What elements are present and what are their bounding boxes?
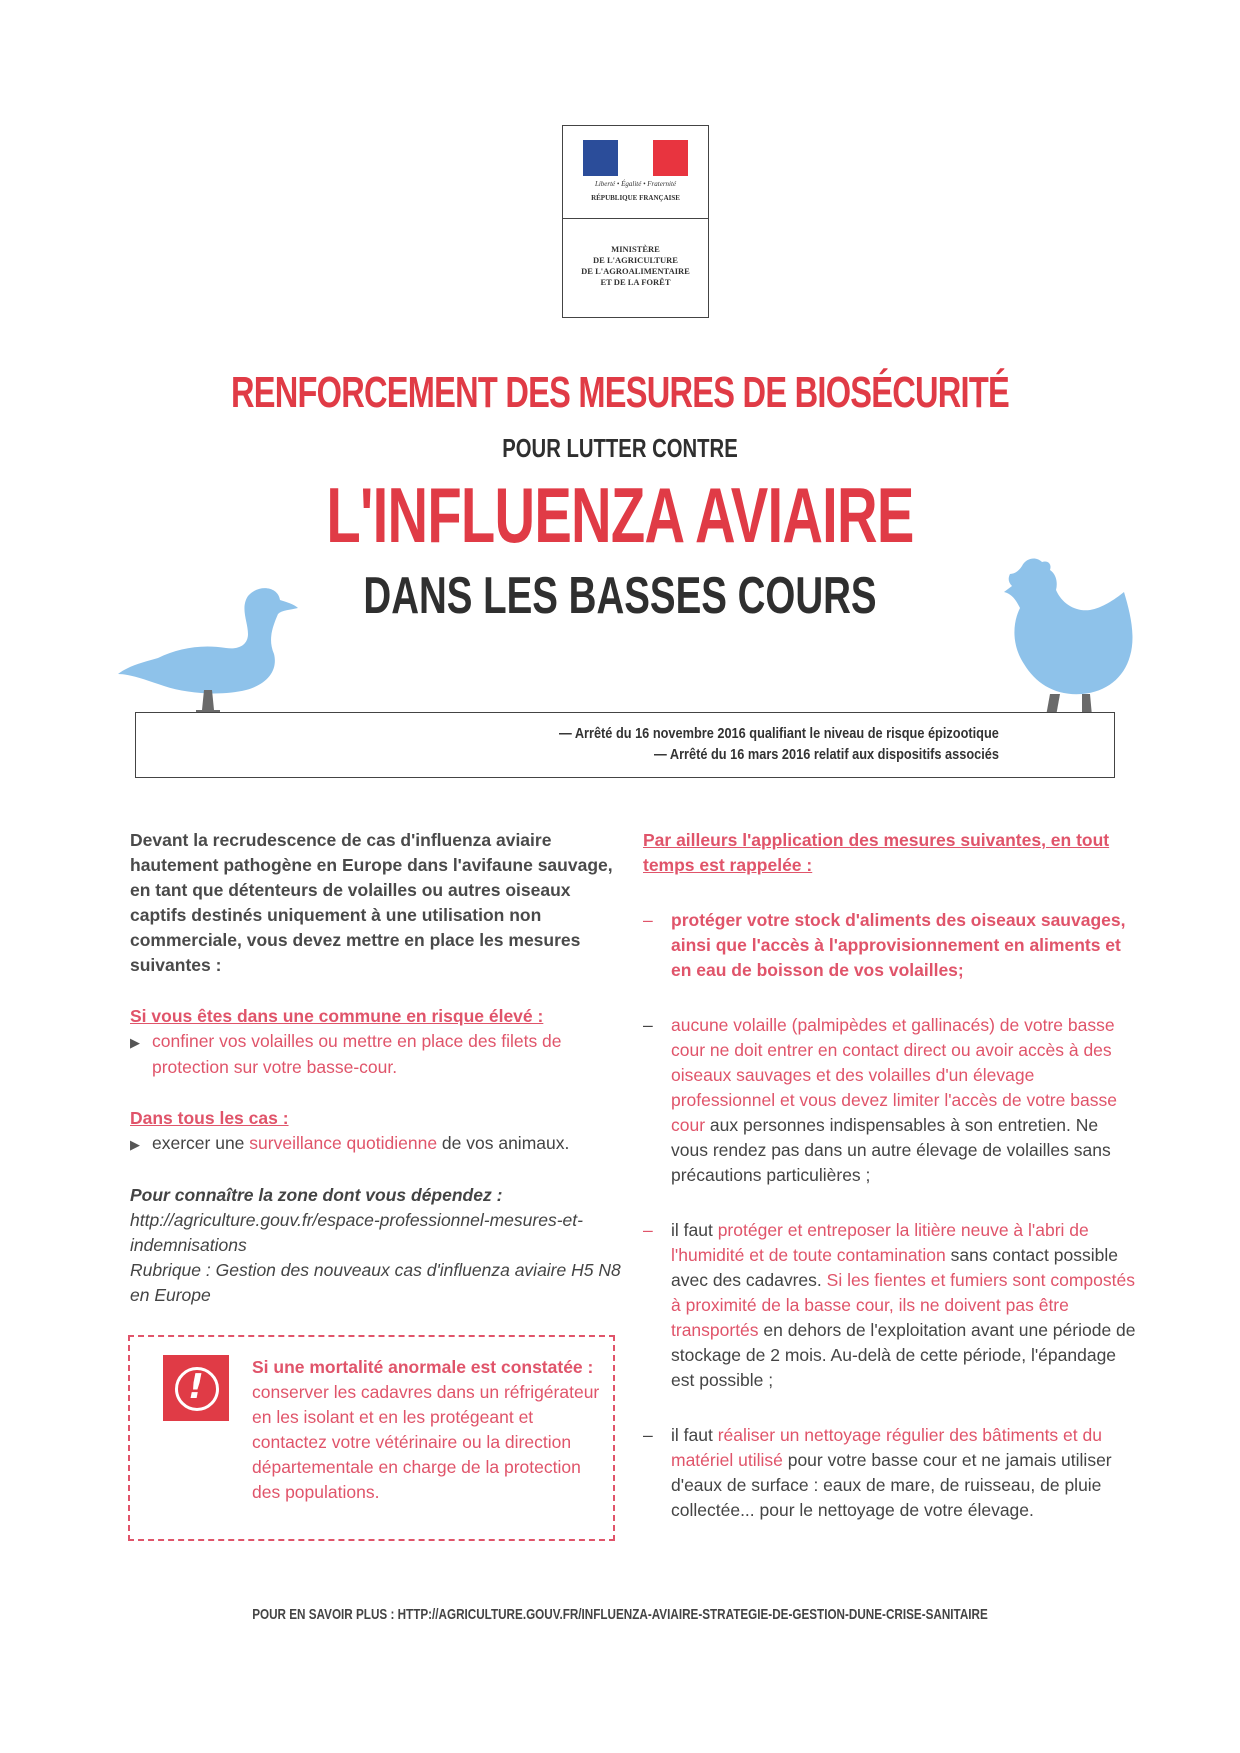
measure-item-2	[643, 1013, 1138, 1188]
measure-item-3	[643, 1218, 1138, 1393]
triangle-bullet-icon: ▶	[130, 1035, 140, 1050]
measure-item-1	[643, 908, 1138, 983]
title-line-4: DANS LES BASSES COURS	[363, 567, 877, 625]
ministry-name: MINISTÈRE DE L'AGRICULTURE DE L'AGROALIMENTAIRE ET DE LA FORÊT	[581, 244, 690, 287]
zone-url[interactable]: http://agriculture.gouv.fr/espace-professionnel-mesures-et-indemnisations	[130, 1210, 583, 1255]
dash-bullet: –	[643, 1220, 653, 1240]
all-item-post: de vos animaux.	[437, 1133, 570, 1153]
marianne-flag-icon	[583, 140, 688, 176]
duck-icon	[118, 578, 308, 718]
zone-info	[130, 1183, 622, 1308]
exclamation-circle-icon: !	[163, 1355, 229, 1421]
measure-item-3-d: Si les fientes et fumiers sont compostés à proximité de la basse cour, ils ne doivent pas être transportés	[671, 1270, 1135, 1340]
measure-item-2-pink: aucune volaille (palmipèdes et gallinacés) de votre basse cour ne doit entrer en contact direct ou avoir accès à des oiseaux sauvages et des volailles d'un élevage professionnel et vous devez limiter l'accès de votre basse cour	[671, 1015, 1117, 1135]
measure-item-4	[643, 1423, 1138, 1523]
arrete-line-2: — Arrêté du 16 mars 2016 relatif aux dispositifs associés	[654, 747, 999, 763]
ministry-logo	[562, 125, 709, 318]
title-line-1: RENFORCEMENT DES MESURES DE BIOSÉCURITÉ	[231, 368, 1009, 417]
measure-item-3-a: il faut	[671, 1220, 718, 1240]
title-line-3: L'INFLUENZA AVIAIRE	[326, 471, 914, 559]
all-cases-heading: Dans tous les cas :	[130, 1108, 289, 1128]
left-column	[130, 828, 622, 1308]
measure-item-1-text: protéger votre stock d'aliments des oiseaux sauvages, ainsi que l'accès à l'approvisionnement en aliments et en eau de boisson de vos volailles;	[671, 910, 1126, 980]
arretes-box	[135, 712, 1115, 778]
all-item-pre: exercer une	[152, 1133, 250, 1153]
dash-bullet: –	[643, 1425, 653, 1445]
all-cases-item	[130, 1131, 622, 1157]
measure-item-4-a: il faut	[671, 1425, 718, 1445]
hen-icon	[990, 552, 1140, 722]
measure-item-3-c: sans contact possible avec des cadavres.	[671, 1245, 1118, 1290]
measure-item-4-c: pour votre basse cour et ne jamais utiliser d'eaux de surface : eaux de mare, de ruisseau, de pluie collectée... pour le nettoyage de votre élevage.	[671, 1450, 1112, 1520]
risk-heading: Si vous êtes dans une commune en risque élevé :	[130, 1006, 544, 1026]
intro-paragraph: Devant la recrudescence de cas d'influenza aviaire hautement pathogène en Europe dans l'avifaune sauvage, en tant que détenteurs de volailles ou autres oiseaux captifs destinés uniquement à une utilisation non commerciale, vous devez mettre en place les mesures suivantes :	[130, 830, 613, 975]
zone-rubrique: Rubrique : Gestion des nouveaux cas d'influenza aviaire H5 N8 en Europe	[130, 1260, 621, 1305]
warning-body: conserver les cadavres dans un réfrigérateur en les isolant et en les protégeant et contactez votre vétérinaire ou la direction départementale en charge de la protection des populations.	[252, 1382, 600, 1502]
republic-motto: Liberté • Égalité • Fraternité	[594, 180, 677, 188]
measure-item-4-b: réaliser un nettoyage régulier des bâtiments et du matériel utilisé	[671, 1425, 1102, 1470]
risk-item	[130, 1029, 622, 1080]
dash-bullet: –	[643, 1015, 653, 1035]
right-heading: Par ailleurs l'application des mesures suivantes, en tout temps est rappelée :	[643, 830, 1110, 875]
dash-bullet: –	[643, 910, 653, 930]
measure-item-3-b: protéger et entreposer la litière neuve à l'abri de l'humidité et de toute contamination	[671, 1220, 1089, 1265]
warning-text	[252, 1355, 602, 1505]
all-item-emphasis: surveillance quotidienne	[249, 1133, 438, 1153]
warning-bold: Si une mortalité anormale est constatée :	[252, 1357, 594, 1377]
right-column	[643, 828, 1138, 1523]
measure-item-3-e: en dehors de l'exploitation avant une période de stockage de 2 mois. Au-delà de cette période, l'épandage est possible ;	[671, 1320, 1136, 1390]
measure-item-2-rest: aux personnes indispensables à son entretien. Ne vous rendez pas dans un autre élevage de volailles sans précautions particulières ;	[671, 1115, 1111, 1185]
republic-name: RÉPUBLIQUE FRANÇAISE	[591, 194, 680, 202]
triangle-bullet-icon: ▶	[130, 1137, 140, 1152]
warning-box	[128, 1335, 615, 1541]
title-line-2: POUR LUTTER CONTRE	[502, 433, 738, 463]
arrete-line-1: — Arrêté du 16 novembre 2016 qualifiant le niveau de risque épizootique	[559, 726, 999, 742]
footer-link[interactable]: POUR EN SAVOIR PLUS : HTTP://AGRICULTURE.GOUV.FR/INFLUENZA-AVIAIRE-STRATEGIE-DE-GESTION-DUNE-CRISE-SANITAIRE	[252, 1606, 988, 1623]
logo-divider	[563, 218, 708, 219]
zone-heading: Pour connaître la zone dont vous dépendez :	[130, 1185, 503, 1205]
risk-item-text: confiner vos volailles ou mettre en place des filets de protection sur votre basse-cour.	[152, 1031, 562, 1077]
